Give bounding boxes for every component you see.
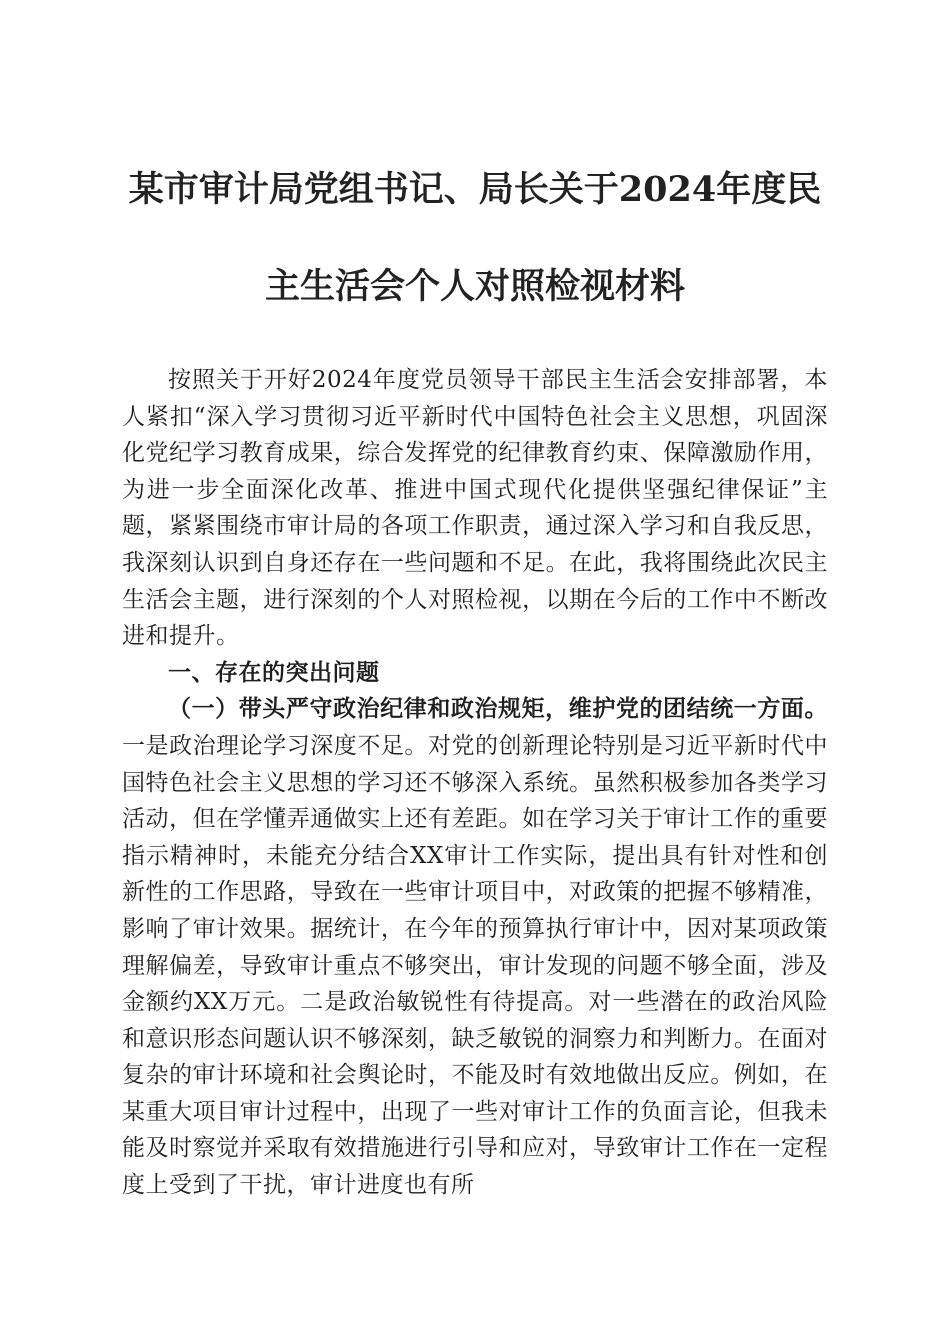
section-heading-1: 一、存在的突出问题 [168, 658, 380, 686]
subsection-heading-1: （一）带头严守政治纪律和政治规矩，维护党的团结统一方面。 [168, 695, 828, 723]
document-body [122, 362, 828, 1204]
subsection-paragraph-1 [122, 691, 828, 1203]
document-title-line-1: 某市审计局党组书记、局长关于2024年度民 [128, 169, 822, 210]
subsection-body-1: 一是政治理论学习深度不足。对党的创新理论特别是习近平新时代中国特色社会主义思想的学习还不够深入系统。虽然积极参加各类学习活动，但在学懂弄通做实上还有差距。如在学习关于审计工作的重要指示精神时，未能充分结合XX审计工作实际，提出具有针对性和创新性的工作思路，导致在一些审计项目中，对政策的把握不够精准，影响了审计效果。据统计，在今年的预算执行审计中，因对某项政策理解偏差，导致审计重点不够突出，审计发现的问题不够全面，涉及金额约XX万元。二是政治敏锐性有待提高。对一些潜在的政治风险和意识形态问题认识不够深刻，缺乏敏锐的洞察力和判断力。在面对复杂的审计环境和社会舆论时，不能及时有效地做出反应。例如，在某重大项目审计过程中，出现了一些对审计工作的负面言论，但我未能及时察觉并采取有效措施进行引导和应对，导致审计工作在一定程度上受到了干扰，审计进度也有所 [122, 732, 828, 1199]
document-title-line-2: 主生活会个人对照检视材料 [264, 266, 685, 307]
intro-paragraph: 按照关于开好2024年度党员领导干部民主生活会安排部署，本人紧扣“深入学习贯彻习近平新时代中国特色社会主义思想，巩固深化党纪学习教育成果，综合发挥党的纪律教育约束、保障激励作用，为进一步全面深化改革、推进中国式现代化提供坚强纪律保证”主题，紧紧围绕市审计局的各项工作职责，通过深入学习和自我反思，我深刻认识到自身还存在一些问题和不足。在此，我将围绕此次民主生活会主题，进行深刻的个人对照检视，以期在今后的工作中不断改进和提升。 [122, 367, 828, 650]
